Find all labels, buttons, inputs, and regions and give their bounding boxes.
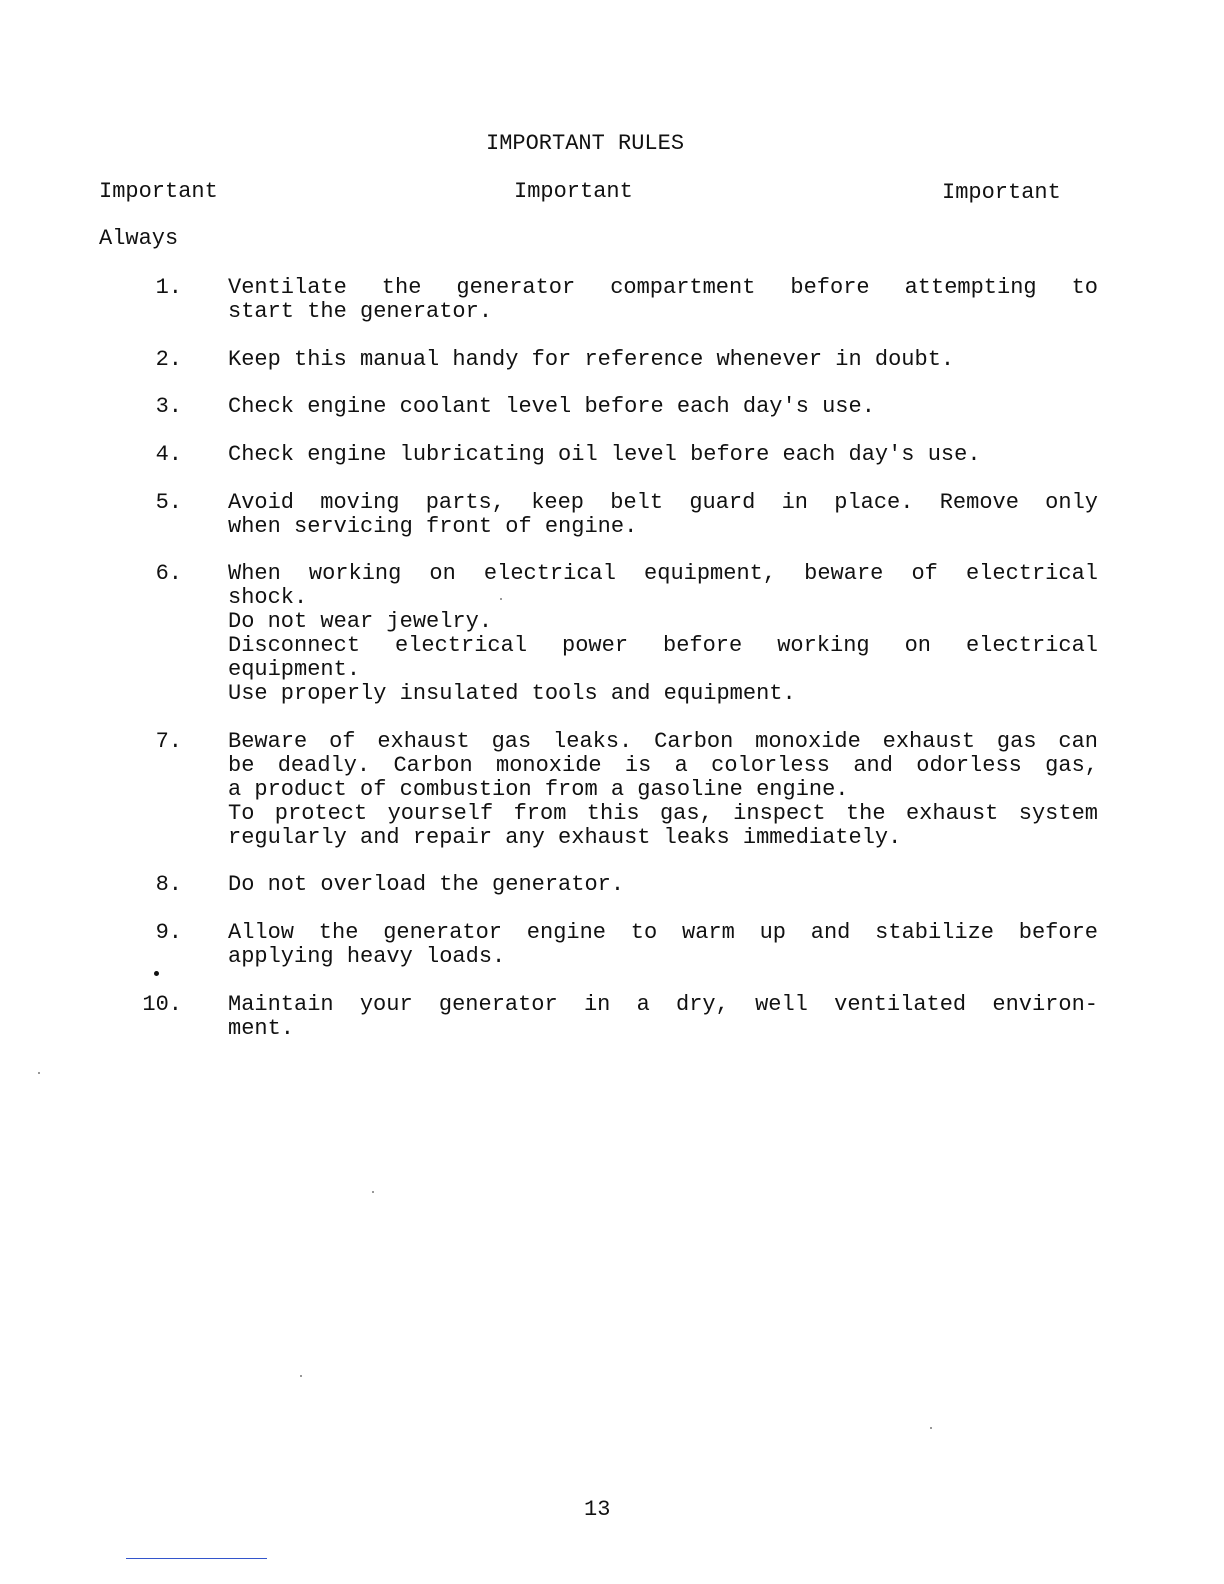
rule-line: shock.	[228, 585, 308, 610]
rule-text	[228, 276, 1098, 324]
rule-text	[228, 348, 1098, 372]
rule-line: Disconnect electrical power before working on electrical	[228, 633, 1098, 658]
rule-number: 2.	[155, 347, 182, 372]
rule-text	[228, 562, 1098, 706]
rule-line: Use properly insulated tools and equipment.	[228, 681, 796, 706]
rule-line: Check engine coolant level before each day's use.	[228, 394, 875, 419]
rule-line: Maintain your generator in a dry, well ventilated environ-	[228, 992, 1098, 1017]
rule-text	[228, 443, 1098, 467]
rule-number: 9.	[155, 920, 182, 945]
page-title: IMPORTANT RULES	[486, 131, 685, 156]
rule-text	[228, 921, 1098, 969]
rule-line: regularly and repair any exhaust leaks immediately.	[228, 825, 902, 850]
rule-line: Check engine lubricating oil level before each day's use.	[228, 442, 981, 467]
rule-text	[228, 730, 1098, 850]
rule-line: Keep this manual handy for reference whenever in doubt.	[228, 347, 955, 372]
page-number: 13	[584, 1497, 611, 1522]
rule-number: 5.	[155, 490, 182, 515]
scan-speck	[300, 1375, 302, 1377]
header-important-right: Important	[942, 180, 1061, 205]
rule-line: equipment.	[228, 657, 361, 682]
rule-line: Avoid moving parts, keep belt guard in place. Remove only	[228, 490, 1098, 515]
rule-line: a product of combustion from a gasoline engine.	[228, 777, 849, 802]
rule-number: 7.	[155, 729, 182, 754]
rule-number: 4.	[155, 442, 182, 467]
rule-line: Ventilate the generator compartment before attempting to	[228, 275, 1098, 300]
rule-number: 6.	[155, 561, 182, 586]
rule-text	[228, 993, 1098, 1041]
intro-always: Always	[99, 226, 179, 251]
header-important-left: Important	[99, 179, 218, 204]
rule-line: Beware of exhaust gas leaks. Carbon monoxide exhaust gas can	[228, 729, 1098, 754]
header-important-center: Important	[514, 179, 633, 204]
rule-line: be deadly. Carbon monoxide is a colorless and odorless gas,	[228, 753, 1098, 778]
rule-line: Allow the generator engine to warm up and stabilize before	[228, 920, 1098, 945]
rule-text	[228, 395, 1098, 419]
scan-speck	[930, 1427, 932, 1429]
scan-speck	[38, 1072, 40, 1074]
rule-number: 3.	[155, 394, 182, 419]
rule-text	[228, 873, 1098, 897]
stray-dot-mark	[154, 971, 159, 976]
scan-speck	[372, 1191, 374, 1193]
rule-line: when servicing front of engine.	[228, 514, 638, 539]
rule-line: To protect yourself from this gas, inspect the exhaust system	[228, 801, 1098, 826]
rule-text	[228, 491, 1098, 539]
rule-number: 10.	[142, 992, 182, 1017]
footer-rule-line	[126, 1558, 267, 1559]
rule-line: Do not wear jewelry.	[228, 609, 493, 634]
rule-number: 1.	[155, 275, 182, 300]
rule-line: start the generator.	[228, 299, 493, 324]
rule-line: When working on electrical equipment, beware of electrical	[228, 561, 1098, 586]
rule-number: 8.	[155, 872, 182, 897]
rule-line: applying heavy loads.	[228, 944, 506, 969]
rule-line: Do not overload the generator.	[228, 872, 625, 897]
rule-line: ment.	[228, 1016, 295, 1041]
scan-speck	[500, 598, 502, 600]
